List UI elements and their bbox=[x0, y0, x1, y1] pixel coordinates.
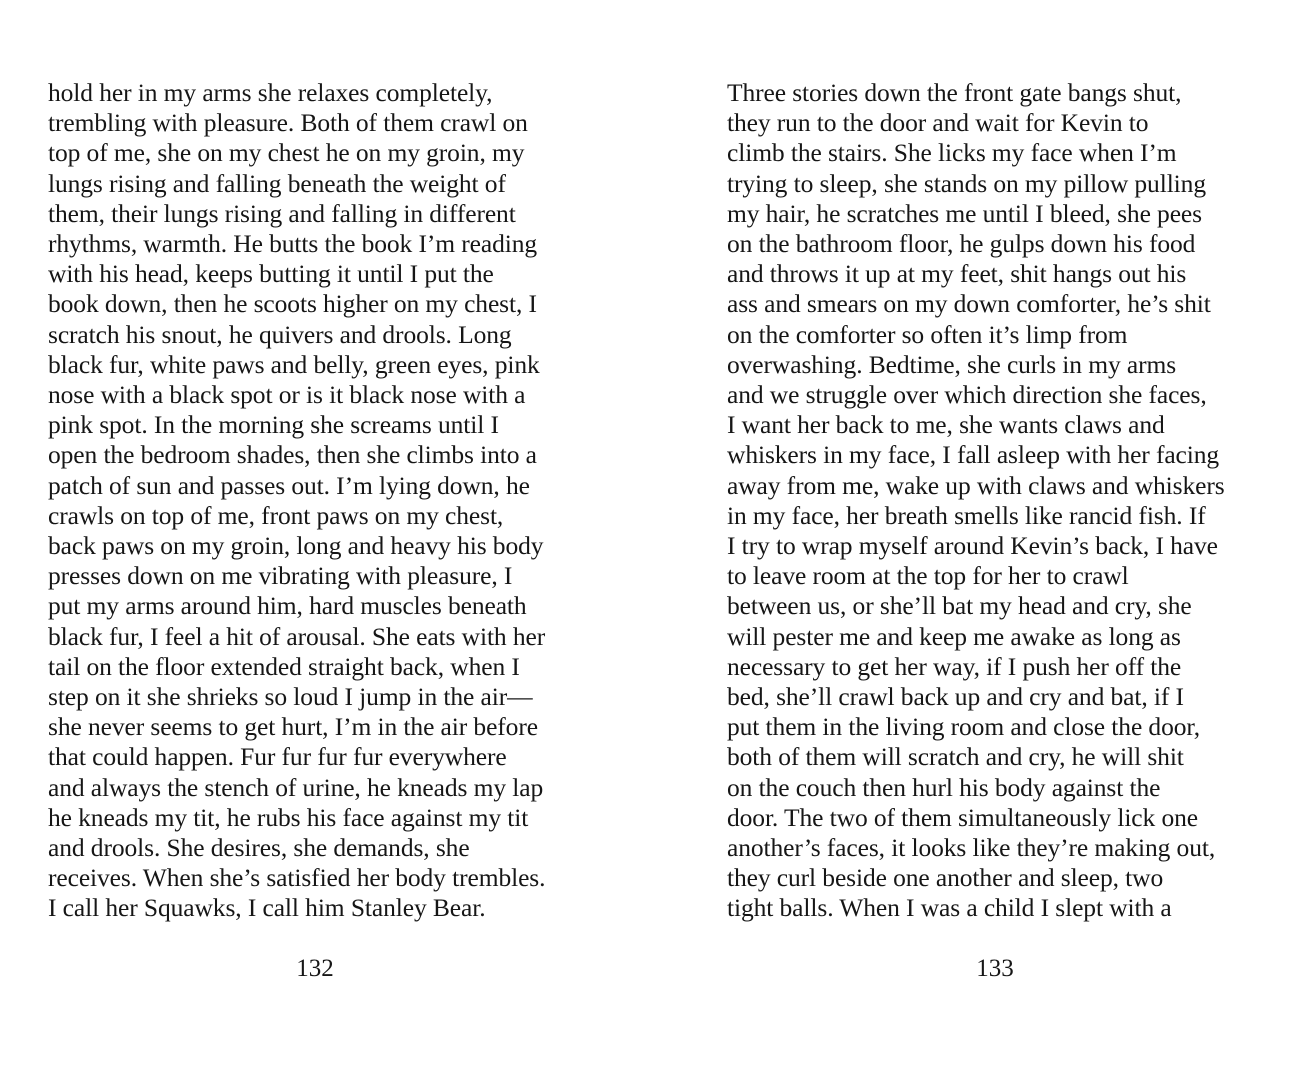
text-line: hold her in my arms she relaxes completely, bbox=[48, 78, 493, 107]
text-line: that could happen. Fur fur fur fur everywhere bbox=[48, 742, 507, 772]
text-line: and throws it up at my feet, shit hangs out his bbox=[727, 259, 1187, 289]
right-page-body-text bbox=[727, 78, 1225, 924]
text-line: book down, then he scoots higher on my chest, I bbox=[48, 289, 537, 319]
text-line: and always the stench of urine, he kneads my lap bbox=[48, 772, 544, 802]
text-line: patch of sun and passes out. I’m lying down, he bbox=[48, 470, 530, 500]
text-line: my hair, he scratches me until I bleed, she pees bbox=[727, 198, 1202, 228]
text-line: another’s faces, it looks like they’re making out, bbox=[727, 833, 1216, 863]
right-page-number: 133 bbox=[976, 955, 1014, 982]
left-page-number: 132 bbox=[296, 955, 334, 982]
text-line: crawls on top of me, front paws on my chest, bbox=[48, 500, 504, 530]
text-line: lungs rising and falling beneath the weight of bbox=[48, 168, 506, 198]
text-line: on the bathroom floor, he gulps down his food bbox=[727, 229, 1196, 259]
text-line: they run to the door and wait for Kevin to bbox=[727, 108, 1149, 138]
text-line: step on it she shrieks so loud I jump in the air— bbox=[48, 682, 533, 712]
text-line: them, their lungs rising and falling in different bbox=[48, 198, 516, 228]
text-line: Three stories down the front gate bangs shut, bbox=[727, 78, 1182, 107]
text-line: tight balls. When I was a child I slept with a bbox=[727, 893, 1172, 923]
text-line: nose with a black spot or is it black nose with a bbox=[48, 380, 526, 410]
text-line: presses down on me vibrating with pleasure, I bbox=[48, 561, 513, 591]
text-line: bed, she’ll crawl back up and cry and bat, if I bbox=[727, 682, 1184, 712]
text-line: and drools. She desires, she demands, she bbox=[48, 833, 470, 863]
text-line: receives. When she’s satisfied her body trembles. bbox=[48, 863, 546, 893]
text-line: black fur, I feel a hit of arousal. She eats with her bbox=[48, 621, 546, 651]
text-line: top of me, she on my chest he on my groin, my bbox=[48, 138, 525, 168]
text-line: climb the stairs. She licks my face when I’m bbox=[727, 138, 1177, 168]
text-line: back paws on my groin, long and heavy his body bbox=[48, 531, 544, 561]
text-line: trembling with pleasure. Both of them crawl on bbox=[48, 108, 528, 138]
text-line: between us, or she’ll bat my head and cry, she bbox=[727, 591, 1192, 621]
text-line: with his head, keeps butting it until I put the bbox=[48, 259, 494, 289]
text-line: pink spot. In the morning she screams until I bbox=[48, 410, 499, 440]
text-line: open the bedroom shades, then she climbs into a bbox=[48, 440, 537, 470]
text-line: on the couch then hurl his body against the bbox=[727, 772, 1161, 802]
right-page bbox=[656, 0, 1312, 1068]
text-line: black fur, white paws and belly, green eyes, pink bbox=[48, 349, 540, 379]
text-line: ass and smears on my down comforter, he’s shit bbox=[727, 289, 1211, 319]
text-line: trying to sleep, she stands on my pillow pulling bbox=[727, 168, 1206, 198]
text-line: I try to wrap myself around Kevin’s back, I have bbox=[727, 531, 1218, 561]
text-line: I call her Squawks, I call him Stanley Bear. bbox=[48, 893, 486, 923]
text-line: whiskers in my face, I fall asleep with her facing bbox=[727, 440, 1220, 470]
text-line: away from me, wake up with claws and whiskers bbox=[727, 470, 1225, 500]
text-line: necessary to get her way, if I push her off the bbox=[727, 651, 1182, 681]
text-line: on the comforter so often it’s limp from bbox=[727, 319, 1128, 349]
text-line: in my face, her breath smells like rancid fish. If bbox=[727, 500, 1206, 530]
text-line: will pester me and keep me awake as long as bbox=[727, 621, 1181, 651]
text-line: she never seems to get hurt, I’m in the air before bbox=[48, 712, 538, 742]
text-line: both of them will scratch and cry, he will shit bbox=[727, 742, 1184, 772]
text-line: I want her back to me, she wants claws and bbox=[727, 410, 1165, 440]
text-line: scratch his snout, he quivers and drools. Long bbox=[48, 319, 512, 349]
text-line: he kneads my tit, he rubs his face against my tit bbox=[48, 802, 529, 832]
text-line: put them in the living room and close the door, bbox=[727, 712, 1201, 742]
text-line: overwashing. Bedtime, she curls in my arms bbox=[727, 349, 1177, 379]
text-line: door. The two of them simultaneously lick one bbox=[727, 802, 1198, 832]
text-line: to leave room at the top for her to crawl bbox=[727, 561, 1129, 591]
text-line: they curl beside one another and sleep, two bbox=[727, 863, 1164, 893]
text-line: rhythms, warmth. He butts the book I’m reading bbox=[48, 229, 538, 259]
text-line: tail on the floor extended straight back, when I bbox=[48, 651, 520, 681]
left-page-body-text bbox=[48, 78, 545, 924]
text-line: put my arms around him, hard muscles beneath bbox=[48, 591, 527, 621]
text-line: and we struggle over which direction she faces, bbox=[727, 380, 1207, 410]
